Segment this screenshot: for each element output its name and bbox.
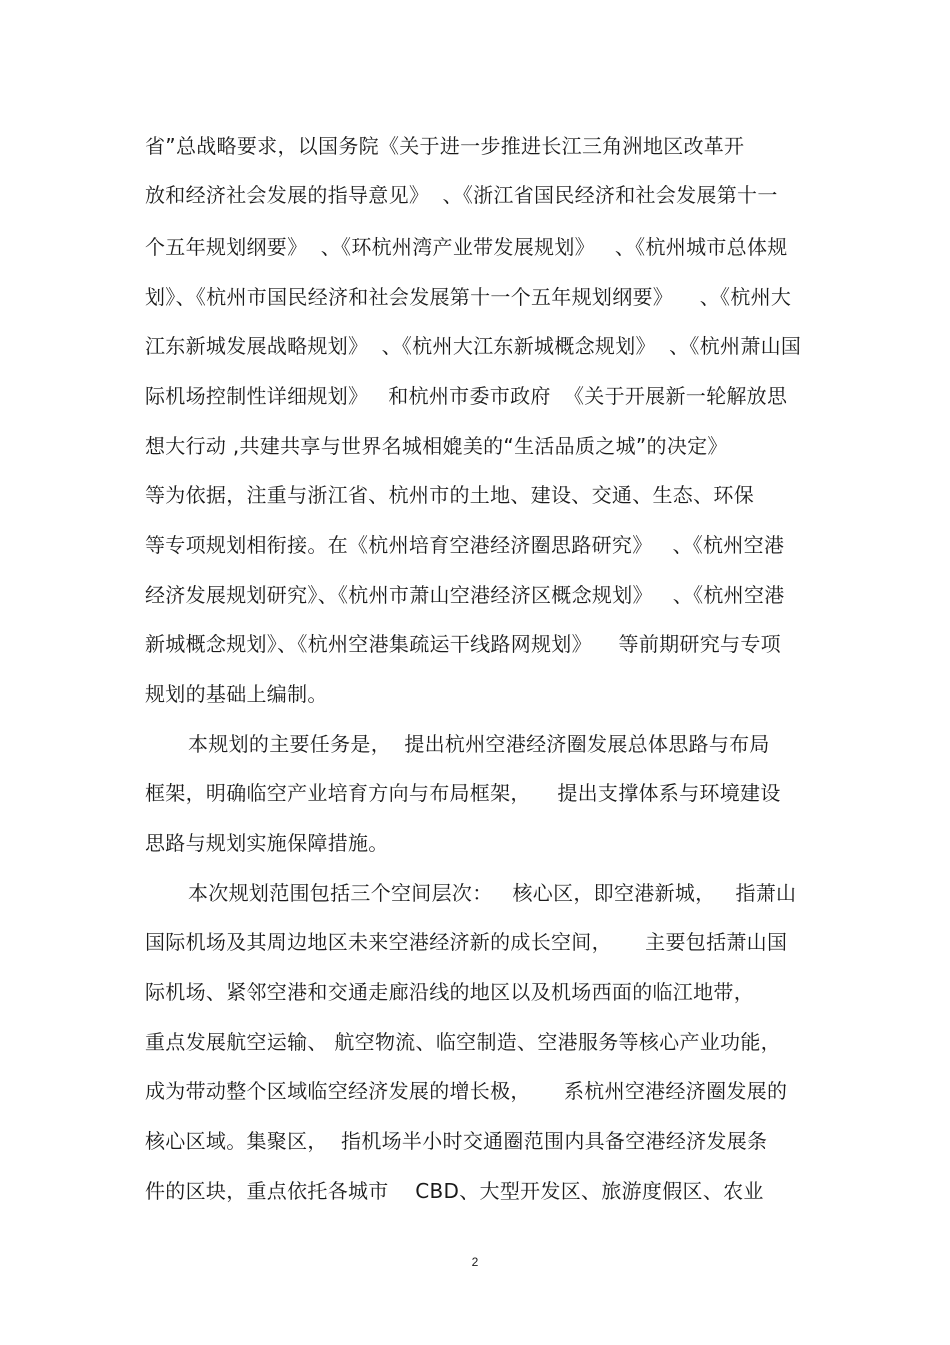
text-line: 成为带动整个区域临空经济发展的增长极， 系杭州空港经济圈发展的 [145,1079,788,1103]
text-line: 等专项规划相衔接。在《杭州培育空港经济圈思路研究》 、《杭州空港 [145,533,785,557]
text-line: 际机场、紧邻空港和交通走廊沿线的地区以及机场西面的临江地带， [145,980,754,1004]
text-line: 省”总战略要求，以国务院《关于进一步推进长江三角洲地区改革开 [145,134,745,158]
text-line: 等为依据，注重与浙江省、杭州市的土地、建设、交通、生态、环保 [145,483,754,507]
text-line: 际机场控制性详细规划》 和杭州市委市政府 《关于开展新一轮解放思 [145,384,788,408]
paragraph-first-line: 本规划的主要任务是， 提出杭州空港经济圈发展总体思路与布局 [188,732,770,756]
text-line: 核心区域。集聚区， 指机场半小时交通圈范围内具备空港经济发展条 [145,1129,768,1153]
text-line: 件的区块，重点依托各城市 CBD、大型开发区、旅游度假区、农业 [145,1179,764,1203]
text-line: 想大行动 ,共建共享与世界名城相媲美的“生活品质之城”的决定》 [145,434,728,458]
text-line: 思路与规划实施保障措施。 [145,831,389,855]
page-number: 2 [471,1255,479,1269]
text-line: 经济发展规划研究》、《杭州市萧山空港经济区概念规划》 、《杭州空港 [145,583,785,607]
text-line: 规划的基础上编制。 [145,682,328,706]
text-line: 江东新城发展战略规划》 、《杭州大江东新城概念规划》 、《杭州萧山国 [145,334,802,358]
text-line: 个五年规划纲要》 、《环杭州湾产业带发展规划》 、《杭州城市总体规 [145,235,788,259]
text-line: 国际机场及其周边地区未来空港经济新的成长空间， 主要包括萧山国 [145,930,788,954]
text-line: 框架，明确临空产业培育方向与布局框架， 提出支撑体系与环境建设 [145,781,781,805]
paragraph-first-line: 本次规划范围包括三个空间层次： 核心区，即空港新城， 指萧山 [188,881,797,905]
text-line: 新城概念规划》、《杭州空港集疏运干线路网规划》 等前期研究与专项 [145,632,781,656]
text-line: 放和经济社会发展的指导意见》 、《浙江省国民经济和社会发展第十一 [145,183,778,207]
text-line: 划》、《杭州市国民经济和社会发展第十一个五年规划纲要》 、《杭州大 [145,285,792,309]
text-line: 重点发展航空运输、 航空物流、临空制造、空港服务等核心产业功能， [145,1030,781,1054]
